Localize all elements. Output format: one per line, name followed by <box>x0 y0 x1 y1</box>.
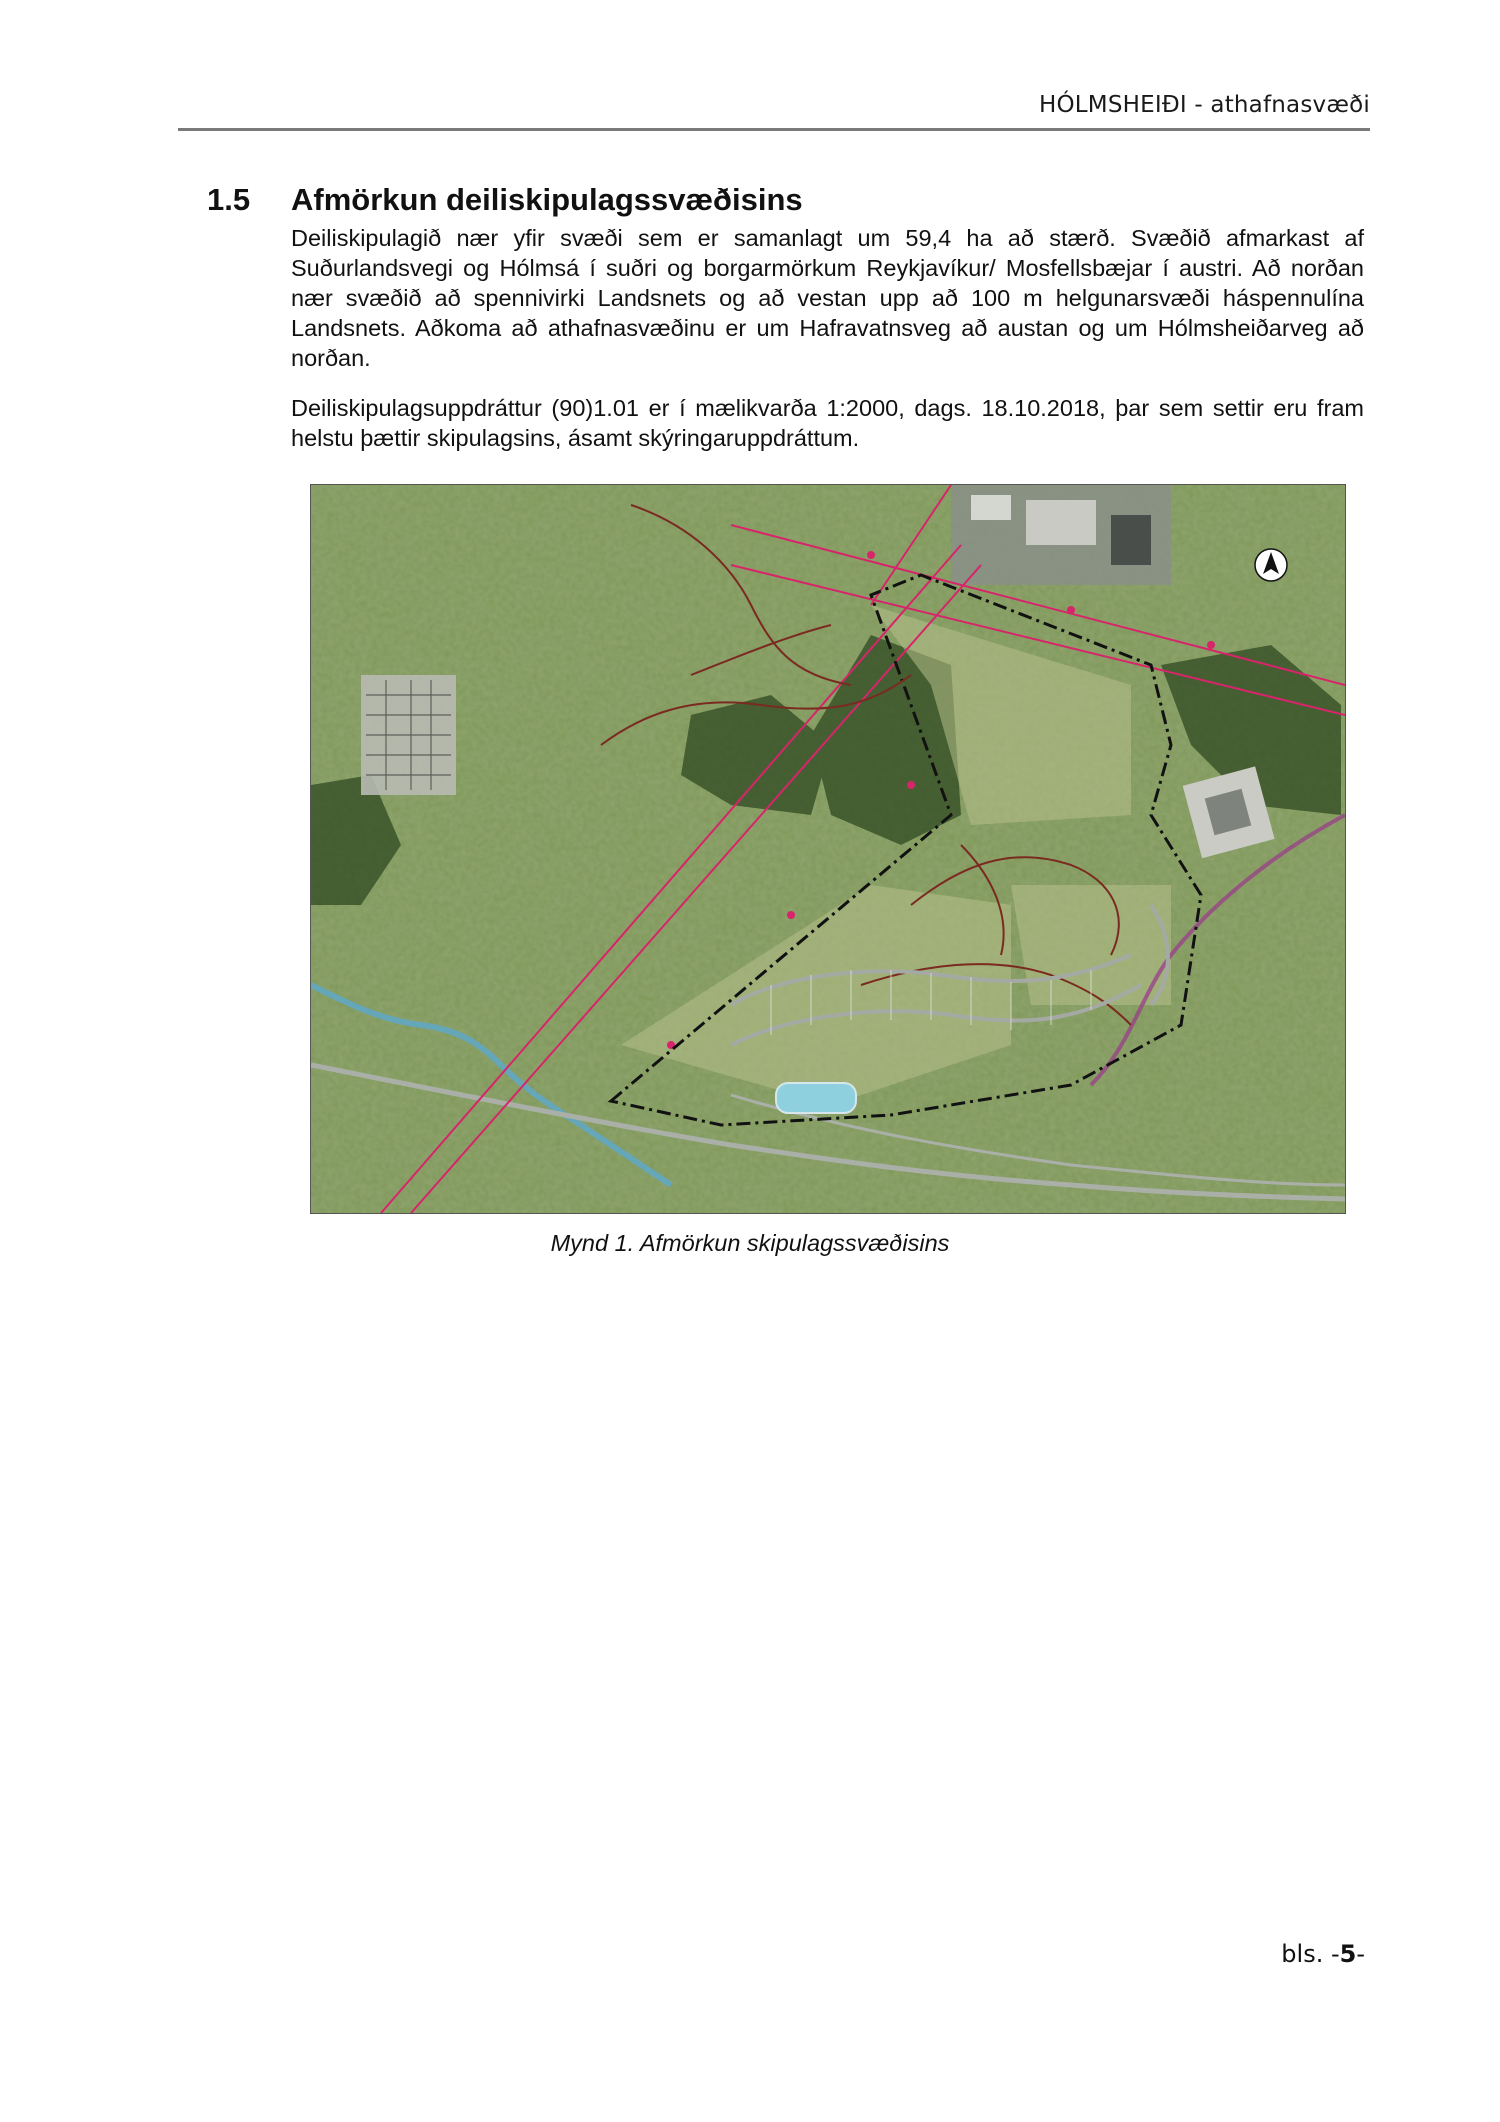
site-map-figure <box>310 484 1346 1214</box>
page-prefix: bls. - <box>1281 1940 1340 1968</box>
western-complex <box>361 675 456 795</box>
substation <box>951 485 1171 585</box>
section-heading <box>207 182 803 218</box>
section-number: 1.5 <box>207 182 251 217</box>
north-arrow-icon <box>1255 549 1287 581</box>
page-number <box>1281 1940 1365 1968</box>
section-title: Afmörkun deiliskipulagssvæðisins <box>291 182 803 217</box>
paragraph-1: Deiliskipulagið nær yfir svæði sem er samanlagt um 59,4 ha að stærð. Svæðið afmarkast af Suðurlandsvegi og Hólmsá í suðri og borgarmörkum Reykjavíkur/ Mosfellsbæjar í austri. Að norðan nær svæðið að spennivirki Landsnets og að vestan upp að 100 m helgunarsvæði háspennulína Landsnets. Aðkoma að athafnasvæðinu er um Hafravatnsveg að austan og um Hólmsheiðarveg að norðan. <box>291 225 1364 371</box>
paragraph-2: Deiliskipulagsuppdráttur (90)1.01 er í mælikvarða 1:2000, dags. 18.10.2018, þar sem settir eru fram helstu þættir skipulagsins, ásamt skýringaruppdráttum. <box>291 395 1364 451</box>
figure-caption: Mynd 1. Afmörkun skipulagssvæðisins <box>550 1230 950 1256</box>
page-suffix: - <box>1356 1940 1365 1968</box>
header-rule <box>178 128 1370 131</box>
aerial-map <box>311 485 1345 1213</box>
retention-pond <box>776 1083 856 1113</box>
running-header: HÓLMSHEIÐI - athafnasvæði <box>1039 92 1370 118</box>
page-number-value: 5 <box>1339 1940 1357 1968</box>
